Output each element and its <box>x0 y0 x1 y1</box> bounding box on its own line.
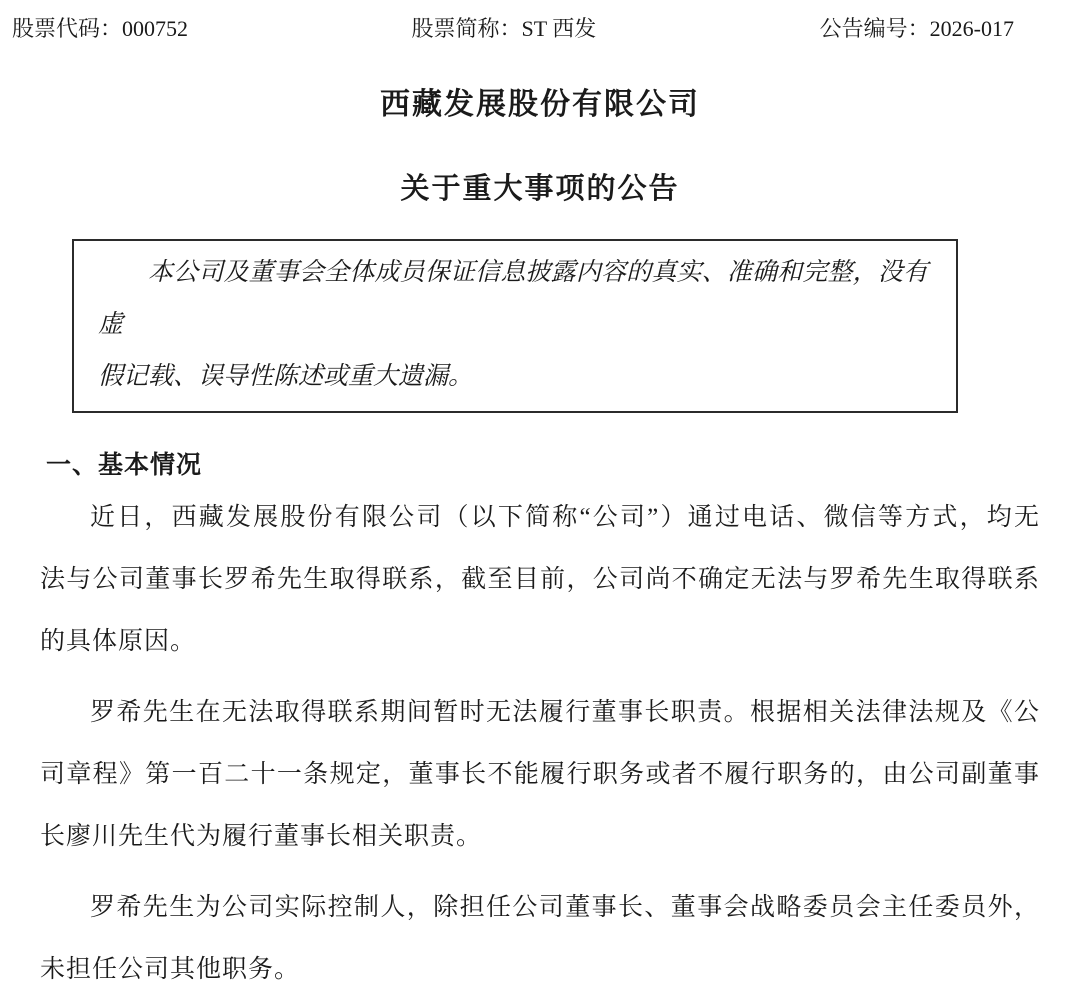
text-line: 本公司及董事会全体成员保证信息披露内容的真实、准确和完整，没有虚 <box>98 259 928 338</box>
paragraph-roles <box>40 877 1040 1001</box>
text-line: 罗希先生为公司实际控制人，除担任公司董事长、董事会战略委员会主任委员外， <box>90 894 1040 921</box>
stock-abbreviation: 股票简称：ST 西发 <box>411 16 597 41</box>
text-line: 假记载、误导性陈述或重大遗漏。 <box>98 363 474 390</box>
stock-code: 股票代码：000752 <box>12 16 189 41</box>
text-line: 长廖川先生代为履行董事长相关职责。 <box>40 823 483 850</box>
company-name-title: 西藏发展股份有限公司 <box>380 88 700 121</box>
stock-info-header <box>0 0 1080 42</box>
text-line: 未担任公司其他职务。 <box>40 956 301 983</box>
paragraph-contact-loss <box>40 487 1040 673</box>
paragraph-duty-delegation <box>40 682 1040 868</box>
text-line: 罗希先生在无法取得联系期间暂时无法履行董事长职责。根据相关法律法规及《公 <box>90 699 1040 726</box>
text-line: 法与公司董事长罗希先生取得联系，截至目前，公司尚不确定无法与罗希先生取得联系 <box>40 566 1040 593</box>
disclaimer-box <box>72 239 958 413</box>
section-heading-basic-situation: 一、基本情况 <box>46 451 203 479</box>
text-line: 的具体原因。 <box>40 628 197 655</box>
text-line: 近日，西藏发展股份有限公司（以下简称“公司”）通过电话、微信等方式，均无 <box>90 504 1040 531</box>
text-line: 司章程》第一百二十一条规定，董事长不能履行职务或者不履行职务的，由公司副董事 <box>40 761 1040 788</box>
document-body <box>40 487 1040 1001</box>
announcement-number: 公告编号：2026-017 <box>819 16 1014 41</box>
announcement-title: 关于重大事项的公告 <box>400 173 680 205</box>
